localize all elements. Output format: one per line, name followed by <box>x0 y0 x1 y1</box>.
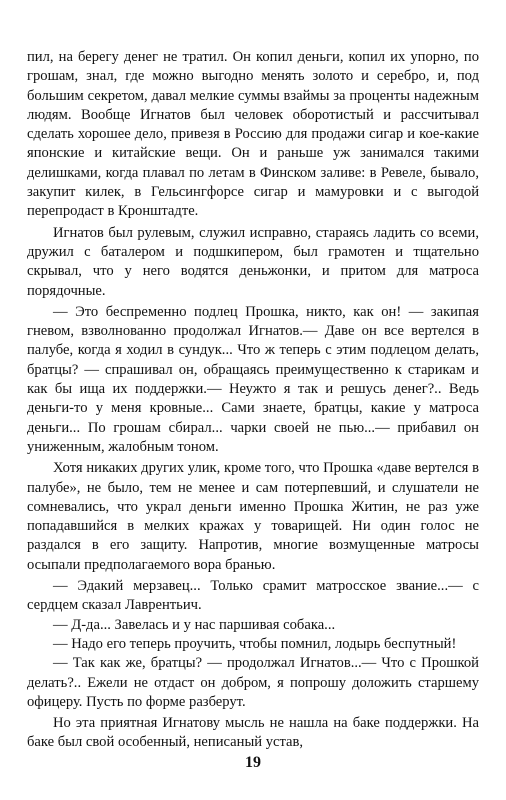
paragraph-5: — Эдакий мерзавец... Только срамит матросское звание...— с сердцем сказал Лаврентьич. <box>27 578 479 614</box>
paragraph-3: — Это беспременно подлец Прошка, никто, как он! — закипая гневом, взволнованно продолжал Игнатов.— Даве он все вертелся в палубе, когда я ходил в сундук... Что ж теперь с этим подлецом делать, братцы? — спрашивал он, обращаясь преимущественно к старикам и как бы ища их поддержки.— Неужто я так и решусь денег?.. Ведь деньги-то у меня кровные... Сами знаете, братцы, какие у матроса деньги... По грошам сбирал... чарки своей не пью...— прибавил он униженным, жалобным тоном. <box>27 303 479 455</box>
page-number: 19 <box>245 754 261 771</box>
paragraph-6: — Д-да... Завелась и у нас паршивая собака... <box>53 616 336 633</box>
paragraph-2: Игнатов был рулевым, служил исправно, стараясь ладить со всеми, дружил с баталером и подшкипером, был грамотен и тщательно скрывал, что у него водятся деньжонки, и притом для матроса порядочные. <box>27 224 479 299</box>
paragraph-9: Но эта приятная Игнатову мысль не нашла на баке поддержки. На баке был свой особенный, неписаный устав, <box>27 715 479 751</box>
paragraph-7: — Надо его теперь проучить, чтобы помнил, лодырь беспутный! <box>53 635 457 652</box>
book-page <box>27 48 479 753</box>
paragraph-8: — Так как же, братцы? — продолжал Игнатов...— Что с Прошкой делать?.. Ежели не отдаст он добром, я попрошу доложить старшему офицеру. Пусть по форме разберут. <box>27 655 479 710</box>
paragraph-1: пил, на берегу денег не тратил. Он копил деньги, копил их упорно, по грошам, знал, где можно выгодно менять золото и серебро, и, под большим секретом, давал мелкие суммы взаймы за проценты надежным людям. Вообще Игнатов был человек оборотистый и рассчитывал сделать хорошее дело, привезя в Россию для продажи сигар и кое-какие японские и китайские вещи. Он и раньше уж занимался такими делишками, когда плавал по летам в Финском заливе: в Ревеле, бывало, закупит килек, в Гельсингфорсе сигар и мамуровки и с выгодой перепродаст в Кронштадте. <box>27 49 479 220</box>
paragraph-4: Хотя никаких других улик, кроме того, что Прошка «даве вертелся в палубе», не было, тем не менее и сам потерпевший, и слушатели не сомневались, что украл деньги именно Прошка Житин, не раз уже попадавшийся в мелких кражах у товарищей. Ни один голос не раздался в его защиту. Напротив, многие возмущенные матросы осыпали предполагаемого вора бранью. <box>27 460 479 573</box>
